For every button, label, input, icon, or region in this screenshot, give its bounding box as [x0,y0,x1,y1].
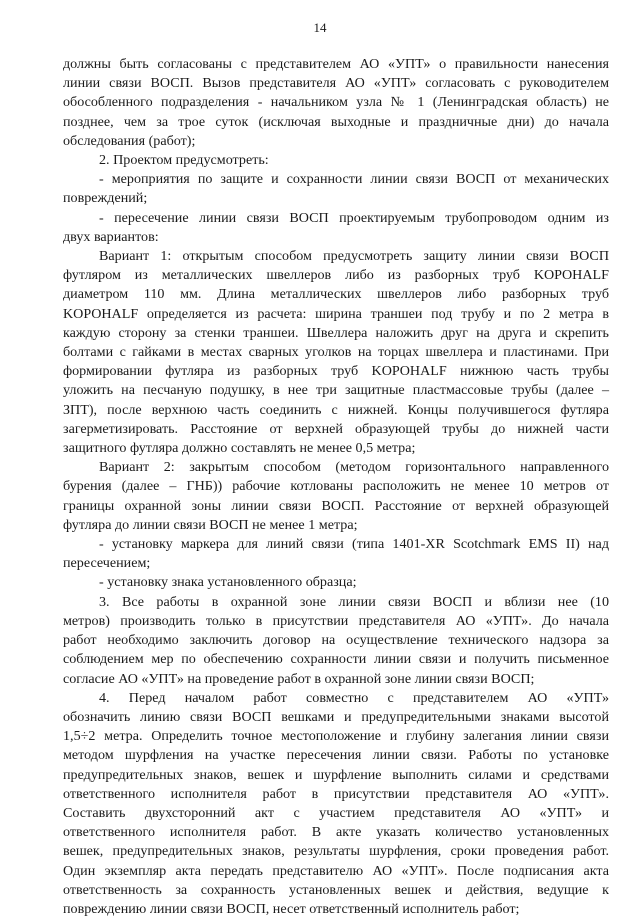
text-line: болтами с гайками в местах сварных уголков на торцах швеллера и пластинами. При [63,344,609,361]
text-line: двух вариантов: [63,228,159,245]
text-line: границы охранной зоны линии связи ВОСП. Расстояние от верхней образующей [63,497,609,514]
text-line: предупредительных знаков, вешек и шурфление выполнить силами и средствами [63,766,609,783]
text-line: KOPOHALF определяется из расчета: ширина траншеи под трубу и по 2 метра в [63,305,609,322]
text-line: каждую сторону за стенки траншеи. Швеллера наложить друг на друга и скрепить [63,324,609,341]
text-line: пересечением; [63,555,151,572]
text-line: Один экземпляр акта передать представителю АО «УПТ». После подписания акта [63,862,609,879]
text-line: 4. Перед началом работ совместно с представителем АО «УПТ» [99,689,609,706]
text-line: ответственность за сохранность установленных вешек и действия, ведущие к [63,881,609,898]
text-line: Составить двухсторонний акт с участием представителя АО «УПТ» и [63,804,609,821]
text-line: защитного футляра должно составлять не менее 0,5 метра; [63,440,416,457]
text-line: работ необходимо заключить договор на осуществление технического надзора за [63,632,609,649]
text-line: 1,5÷2 метра. Определить точное местоположение и глубину залегания линии связи [63,728,609,745]
text-line: должны быть согласованы с представителем АО «УПТ» о правильности нанесения [63,56,609,72]
text-line: - мероприятия по защите и сохранности линии связи ВОСП от механических [99,171,609,188]
text-line: соблюдением мер по обеспечению сохранности линии связи и получить письменное [63,651,609,668]
text-line: Вариант 2: закрытым способом (методом горизонтального направленного [99,459,609,476]
text-line: позднее, чем за трое суток (исключая выходные и праздничные дни) до начала [63,113,609,130]
text-line: - пересечение линии связи ВОСП проектируемым трубопроводом одним из [99,209,609,226]
text-line: линии связи ВОСП. Вызов представителя АО «УПТ» согласовать с руководителем [63,75,609,92]
text-line: ответственного исполнителя работ. В акте указать количество установленных [63,824,609,841]
text-line: формировании футляра из разборных труб KOPOHALF нижнюю часть трубы [63,363,609,380]
text-line: диаметром 110 мм. Длина металлических швеллеров либо разборных труб [63,286,609,303]
text-line: - установку знака установленного образца; [99,574,357,591]
body-text [63,55,609,919]
text-line: уложить на песчаную подушку, в нее три защитные пластмассовые трубы (далее – [63,382,609,399]
text-line: повреждению линии связи ВОСП, несет ответственный исполнитель работ; [63,900,520,917]
text-line: 2. Проектом предусмотреть: [99,152,269,169]
text-line: обособленного подразделения - начальником узла № 1 (Ленинградская область) не [63,94,609,111]
text-line: ответственного исполнителя работ в присутствии представителя АО «УПТ». [63,785,609,802]
text-line: методом шурфления на участке пересечения линии связи. Работы по установке [63,747,609,764]
text-line: обозначить линию связи ВОСП вешками и предупредительными знаками высотой [63,708,609,725]
text-line: повреждений; [63,190,148,207]
text-line: вешек, предупредительных знаков, результаты шурфления, сроки проведения работ. [63,843,609,860]
text-line: бурения (далее – ГНБ)) рабочие котлованы расположить не менее 10 метров от [63,478,609,495]
text-line: обследования (работ); [63,132,196,149]
text-line: - установку маркера для линий связи (типа 1401-XR Scotchmark EMS II) над [99,536,609,553]
text-line: ЗПТ), после верхнюю часть соединить с нижней. Концы получившегося футляра [63,401,609,418]
text-line: футляра до линии связи ВОСП не менее 1 метра; [63,516,358,533]
text-line: метров) производить только в присутствии представителя АО «УПТ». До начала [63,612,609,629]
text-line: Вариант 1: открытым способом предусмотреть защиту линии связи ВОСП [99,248,609,265]
text-line: согласие АО «УПТ» на проведение работ в охранной зоне линии связи ВОСП; [63,670,535,687]
text-line: загерметизировать. Расстояние от верхней образующей трубы до нижней части [63,420,609,437]
text-line: 3. Все работы в охранной зоне линии связи ВОСП и вблизи нее (10 [99,593,609,610]
page-number: 14 [313,20,327,35]
text-line: футляром из металлических швеллеров либо из разборных труб KOPOHALF [63,267,609,284]
